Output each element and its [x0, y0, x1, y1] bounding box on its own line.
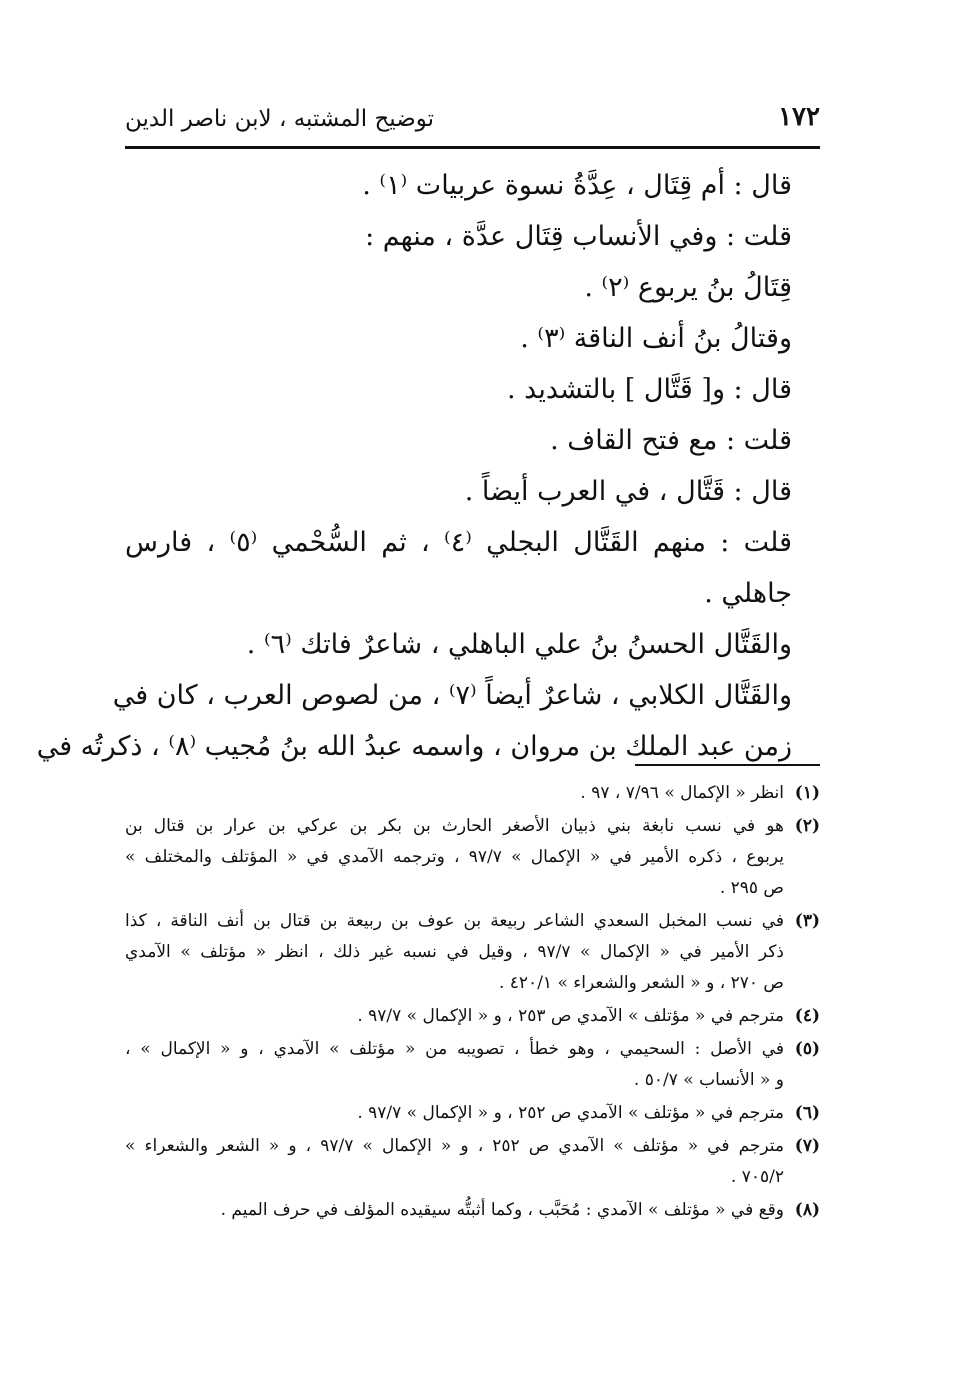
footnote-number: (٦) — [794, 1103, 820, 1123]
footnote-line: انظر « الإكمال » ٧/٩٦ ، ٩٧ . — [580, 783, 784, 803]
footnote-divider — [635, 764, 820, 766]
footnote-line: وقع في « مؤتلف » الآمدي : مُحَبَّب ، وكما أثبتُّه سيقيده المؤلف في حرف الميم . — [220, 1200, 784, 1220]
footnote-number: (٤) — [794, 1006, 820, 1026]
footnote — [125, 1034, 820, 1096]
footnote-line: ذكر الأمير في « الإكمال » ٩٧/٧ ، وقيل في نسبه غير ذلك ، انظر « مؤتلف » الآمدي — [125, 942, 784, 962]
main-line: قلت : وفي الأنساب قِتَال عدَّة ، منهم : — [365, 221, 792, 252]
footnote-line: مترجم في « مؤتلف » الآمدي ص ٢٥٢ ، و « الإكمال » ٩٧/٧ . — [357, 1103, 784, 1123]
footnote-line: يربوع ، ذكره الأمير في « الإكمال » ٩٧/٧ ، وترجمه الآمدي في « المؤتلف والمختلف » — [125, 847, 784, 867]
main-line: زمن عبد الملك بن مروان ، واسمه عبدُ الله بنُ مُجيب ⁽٨⁾ ، ذكرتُه في — [36, 731, 792, 762]
main-text — [36, 160, 792, 772]
footnote-number: (٨) — [794, 1200, 820, 1220]
footnote-line: مترجم في « مؤتلف » الآمدي ص ٢٥٢ ، و « الإكمال » ٩٧/٧ ، و « الشعر والشعراء » — [125, 1136, 784, 1156]
page-header — [125, 100, 820, 149]
page-number: ١٧٢ — [778, 102, 820, 132]
footnotes — [125, 778, 820, 1228]
running-title: توضيح المشتبه ، لابن ناصر الدين — [125, 106, 435, 132]
main-line: قال : قَتَّال ، في العرب أيضاً . — [464, 476, 792, 507]
main-line: والقَتَّال الكلابي ، شاعرٌ أيضاً ⁽٧⁾ ، من لصوص العرب ، كان في — [112, 680, 792, 711]
footnote — [125, 778, 820, 809]
footnote-line: هو في نسب نابغة بني ذبيان الأصغر الحارث بن بكر بن عركي بن عرار بن قتال بن — [125, 816, 784, 836]
main-line: والقَتَّال الحسنُ بنُ علي الباهلي ، شاعرٌ فاتك ⁽٦⁾ . — [246, 629, 792, 660]
footnote — [125, 1131, 820, 1193]
main-line: قال : أم قِتَال ، عِدَّةُ نسوة عربيات ⁽١⁾ . — [362, 170, 792, 201]
main-line: قلت : منهم القَتَّال البجلي ⁽٤⁾ ، ثم السُّحْمي ⁽٥⁾ ، فارس — [125, 527, 792, 558]
footnote-number: (٣) — [794, 911, 820, 931]
footnote-number: (١) — [794, 783, 820, 803]
footnote-number: (٢) — [794, 816, 820, 836]
footnote — [125, 906, 820, 999]
footnote — [125, 811, 820, 904]
footnote — [125, 1098, 820, 1129]
footnote-line: ٧٠٥/٢ . — [730, 1167, 784, 1187]
footnote-line: في الأصل : السحيمي ، وهو خطأ ، تصويبه من « مؤتلف » الآمدي ، و « الإكمال » ، — [125, 1039, 784, 1059]
main-line: قال : و[ قَتَّال ] بالتشديد . — [507, 374, 792, 405]
footnote-line: و « الأنساب » ٥٠/٧ . — [633, 1070, 784, 1090]
footnote — [125, 1001, 820, 1032]
footnote-line: في نسب المخبل السعدي الشاعر ربيعة بن عوف بن ربيعة بن قتال بن أنف الناقة ، كذا — [125, 911, 784, 931]
footnote-line: ص ٢٧٠ ، و « الشعر والشعراء » ٤٢٠/١ . — [498, 973, 784, 993]
main-line: وقتالُ بنُ أنف الناقة ⁽٣⁾ . — [520, 323, 792, 354]
footnote-number: (٥) — [794, 1039, 820, 1059]
main-line: قِتَالُ بنُ يربوع ⁽٢⁾ . — [584, 272, 792, 303]
footnote-line: مترجم في « مؤتلف » الآمدي ص ٢٥٣ ، و « الإكمال » ٩٧/٧ . — [357, 1006, 784, 1026]
footnote-line: ص ٢٩٥ . — [719, 878, 784, 898]
main-line: قلت : مع فتح القاف . — [550, 425, 792, 456]
main-line: جاهلي . — [704, 578, 792, 609]
footnote — [125, 1195, 820, 1226]
footnote-number: (٧) — [794, 1136, 820, 1156]
